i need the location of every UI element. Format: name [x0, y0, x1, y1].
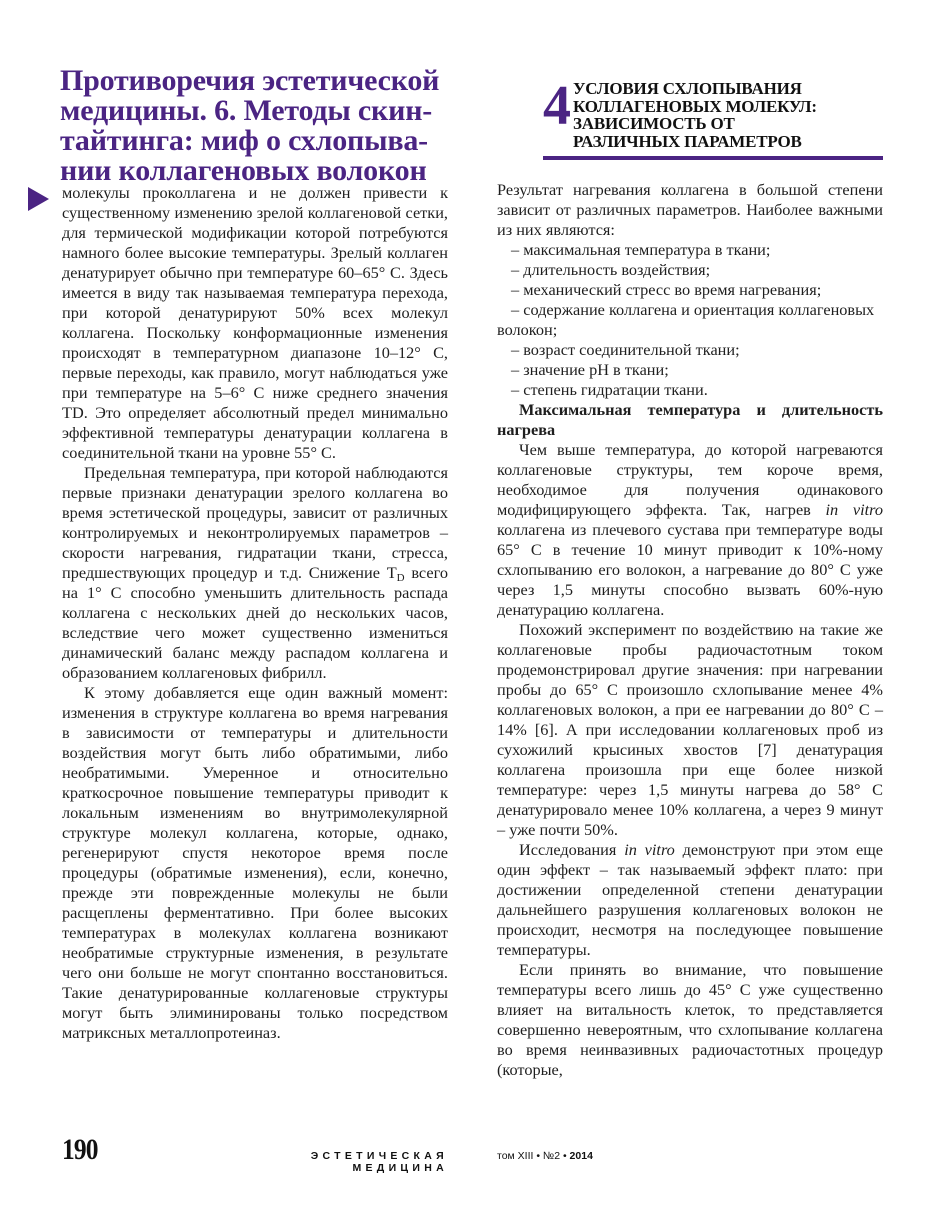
section-title-line: РАЗЛИЧНЫХ ПАРАМЕТРОВ: [573, 131, 802, 151]
td-subscript: D: [396, 572, 405, 584]
continuation-arrow-icon: [28, 187, 49, 211]
paragraph: молекулы проколлагена и не должен привести к существенному изменению зрелой коллагеновой сетки, для термической модификации которой потребуются намного более высокие температуры. Зрелый коллаген денатурирует обычно при температуре 60–65° С. Здесь имеется в виду так называемая температура перехода, при которой денатурируют 50% всех молекул коллагена. Поскольку конформационные изменения происходят в температурном диапазоне 10–12° С, первые переходы, как правило, могут наблюдаться уже при температуре на 5–6° С ниже среднего значения TD. Это определяет абсолютный предел минимально эффективной температуры денатурации коллагена в соединительной ткани на уровне 55° С.: [62, 183, 448, 462]
issue-year: 2014: [569, 1150, 593, 1162]
parameters-list: [497, 240, 883, 400]
italic-term: in vitro: [825, 500, 883, 519]
paragraph-text: Предельная температура, при которой наблюдаются первые признаки денатурации зрелого коллагена во время эстетической процедуры, зависит от различных контролируемых и неконтролируемых параметров – скорости нагревания, гидратации ткани, стресса, предшествующих процедур и т.д. Снижение: [62, 463, 448, 582]
list-item: – содержание коллагена и ориентация коллагеновых волокон;: [497, 300, 883, 340]
list-item: – возраст соединительной ткани;: [497, 340, 883, 360]
left-column: [62, 183, 448, 1043]
section-title-line: УСЛОВИЯ СХЛОПЫВАНИЯ: [573, 79, 802, 98]
list-item: – степень гидратации ткани.: [497, 380, 883, 400]
paragraph-text: демонструют при этом еще один эффект – так называемый эффект плато: при достижении определенной степени денатурации дальнейшего разрушения коллагеновых волокон не происходит, несмотря на последующее повышение температуры.: [497, 840, 883, 959]
issue-volume: том XIII • №2 •: [497, 1150, 570, 1162]
paragraph: [497, 840, 883, 960]
journal-name: ЭСТЕТИЧЕСКАЯ МЕДИЦИНА: [310, 1150, 448, 1174]
section-divider: [543, 156, 883, 160]
section-title-line: ЗАВИСИМОСТЬ ОТ: [573, 114, 735, 133]
subheading: Максимальная температура и длительность нагрева: [497, 400, 883, 439]
paragraph-text: Чем выше температура, до которой нагреваются коллагеновые структуры, тем короче время, необходимое для получения одинакового модифицирующего эффекта. Так, нагрев: [497, 440, 883, 519]
italic-term: in vitro: [624, 840, 675, 859]
right-column: [497, 180, 883, 1080]
issue-info: [497, 1150, 593, 1162]
list-item: – механический стресс во время нагревания;: [497, 280, 883, 300]
intro-paragraph: Результат нагревания коллагена в большой степени зависит от различных параметров. Наиболее важными из них являются:: [497, 180, 883, 239]
paragraph: К этому добавляется еще один важный момент: изменения в структуре коллагена во время нагревания в зависимости от температуры и длительности воздействия могут быть либо обратимыми, либо необратимыми. Умеренное и относительно краткосрочное повышение температуры приводит к локальным изменениям во внутримолекулярной структуре молекул коллагена, которые, однако, регенерируют спустя некоторое время после процедуры (обратимые изменения), если, конечно, прежде эти поврежденные молекулы не были расщеплены ферментативно. При более высоких температурах в молекулах коллагена возникают необратимые структурные изменения, в результате чего они больше не могут спонтанно восстановиться. Такие денатурированные коллагеновые структуры могут быть элиминированы только посредством матриксных металлопротеиназ.: [62, 683, 448, 1042]
paragraph: [497, 440, 883, 620]
paragraph: [62, 463, 448, 683]
paragraph: Если принять во внимание, что повышение температуры всего лишь до 45° С уже существенно влияет на витальность клеток, то представляется совершенно невероятным, что схлопывание коллагена во время неинвазивных радиочастотных процедур (которые,: [497, 960, 883, 1079]
article-title: [60, 66, 460, 186]
title-line: нии коллагеновых волокон: [60, 154, 427, 187]
paragraph: Похожий эксперимент по воздействию на такие же коллагеновые пробы радиочастотным током продемонстрировал другие значения: при нагревании пробы до 65° С произошло схлопывание менее 4% коллагеновых волокон, а при ее нагревании до 80° С – 14% [6]. А при исследовании коллагеновых проб из сухожилий крысиных хвостов [7] денатурация коллагена произошла при еще более низкой температуре: через 1,5 минуты нагрева до 58° С денатурировало менее 10% коллагена, а через 9 минут – уже почти 50%.: [497, 620, 883, 839]
title-line: Противоречия эстетической: [60, 64, 440, 97]
list-item: – максимальная температура в ткани;: [497, 240, 883, 260]
list-item: – длительность воздействия;: [497, 260, 883, 280]
title-line: тайтинга: миф о схлопыва-: [60, 124, 428, 157]
td-symbol: T: [386, 563, 397, 582]
page-number: 190: [62, 1133, 98, 1166]
section-title: [573, 80, 883, 150]
section-title-line: КОЛЛАГЕНОВЫХ МОЛЕКУЛ:: [573, 96, 817, 116]
paragraph-text: коллагена из плечевого сустава при температуре воды 65° С в течение 10 минут приводит к 10%-ному схлопыванию его волокон, а нагревание до 80° С уже через 1,5 минуты способно вызвать 60%-ную денатурацию коллагена.: [497, 520, 883, 619]
paragraph-text: всего на 1° С способно уменьшить длительность распада коллагена с нескольких дней до нескольких часов, вследствие чего может существенно измениться динамический баланс между распадом коллагена и образованием коллагеновых фибрилл.: [62, 563, 448, 682]
list-item: – значение pH в ткани;: [497, 360, 883, 380]
section-number: 4: [543, 75, 571, 137]
title-line: медицины. 6. Методы скин-: [60, 94, 433, 127]
paragraph-text: Исследования: [519, 840, 625, 859]
section-heading: [543, 75, 883, 160]
